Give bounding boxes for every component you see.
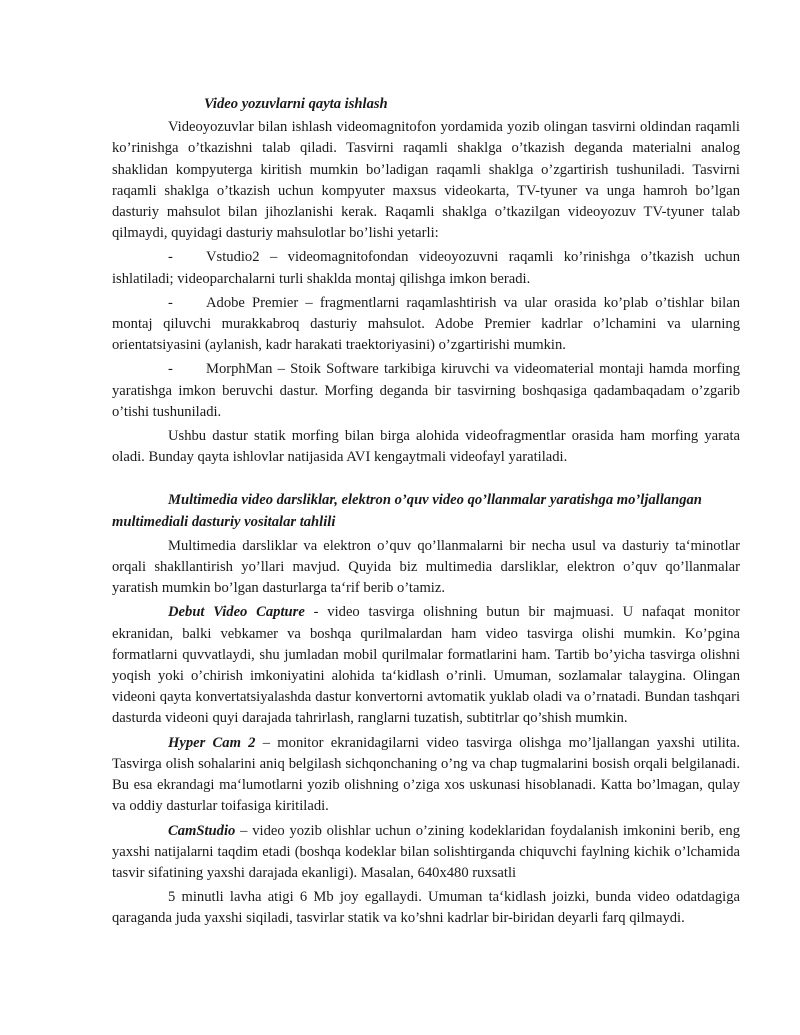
- list-item-text: MorphMan – Stoik Software tarkibiga kiruvchi va videomaterial montaji hamda morfing yaratishga imkon beruvchi dastur. Morfing deganda bir tasvirning boshqasiga qadambaqadam o’zgarib o’tishi tushuniladi.: [112, 361, 740, 420]
- program-description: - video tasvirga olishning butun bir majmuasi. U nafaqat monitor ekranidan, balki vebkamer va boshqa qurilmalardan ham video tasvirga olishi mumkin. Ko’pgina formatlarni quvvatlaydi, shu jumladan mobil qurilmalar formatlarini ham. Tartib bo’yicha tasvirga olishni yoqish yoki o’chirish imkoniyatini alohida ta‘kidlash o’rinli. Umuman, sozlamalar talaygina. Olingan videoni qayta konvertatsiyalashda dastur konvertorni avtomatik yuklab oladi va o’rnatadi. Bundan tashqari dasturda videoni quyi darajada tahrirlash, ranglarni tuzatish, subtitrlar qo’shish mumkin.: [112, 604, 740, 727]
- program-description: – video yozib olishlar uchun o’zining kodeklaridan foydalanish imkonini berib, eng yaxshi natijalarni taqdim etadi (boshqa kodeklar bilan solishtirganda chiquvchi faylning kichik o’lchamida tasvir sifatining yaxshi darajada ekanligi). Masalan, 640x480 ruxsatli: [112, 822, 740, 881]
- paragraph-last: 5 minutli lavha atigi 6 Mb joy egallaydi. Umuman ta‘kidlash joizki, bunda video odatdagiga qaraganda juda yaxshi siqiladi, tasvirlar statik va ko’shni kadrlar bir-biridan deyarli farq qilmaydi.: [112, 889, 740, 927]
- paragraph-debut-video-capture: [112, 602, 740, 729]
- dash-marker: -: [168, 249, 173, 266]
- paragraph-hyper-cam: [112, 733, 740, 818]
- list-item: [112, 293, 740, 357]
- list-item: [112, 247, 740, 289]
- program-name: Debut Video Capture: [168, 604, 305, 621]
- section-heading-multimedia-tools: Multimedia video darsliklar, elektron o’quv video qo’llanmalar yaratishga mo’ljallangan multimediali dasturiy vositalar tahlili: [112, 492, 702, 530]
- list-item: [112, 359, 740, 423]
- dash-marker: -: [168, 294, 173, 311]
- program-description: – monitor ekranidagilarni video tasvirga olishga mo’ljallangan yaxshi utilita. Tasvirga olish sohalarini aniq belgilash sichqonchaning o’ng va chap tugmalarini bosish orqali belgilanadi. Bu esa ekrandagi ma‘lumotlarni yozib olishning o’ziga xos uskunasi hisoblanadi. Katta bo’lmagan, qulay va oddiy dasturlar toifasiga kiritiladi.: [112, 734, 740, 815]
- section-heading-video-processing: Video yozuvlarni qayta ishlash: [204, 96, 388, 112]
- dash-marker: -: [168, 361, 173, 378]
- program-name: CamStudio: [168, 822, 236, 839]
- paragraph-intro: Videoyozuvlar bilan ishlash videomagnitofon yordamida yozib olingan tasvirni oldindan raqamli ko’rinishga o’tkazishni talab qiladi. Tasvirni raqamli shaklga o’tkazish deganda materialni analog shaklidan kompyuterga kiritish mumkin bo’ladigan raqamli shaklga o’zgartirish tushuniladi. Tasvirni raqamli shaklga o’tkazish uchun kompyuter maxsus videokarta, TV-tyuner va unga hamroh bo’lgan dasturiy mahsulot bilan jihozlanishi kerak. Raqamli shaklga o’tkazilgan videoyozuv TV-tyuner talab qilmaydi, quyidagi dasturiy mahsulotlar bo’lishi yetarli:: [112, 119, 740, 242]
- paragraph-intro-2: Multimedia darsliklar va elektron o’quv qo’llanmalarni bir necha usul va dasturiy ta‘minotlar orqali shakllantirish yo’llari mavjud. Quyida biz multimedia darsliklar, elektron o’quv qo’llanmalar yaratish mumkin bo’lgan dasturlarga ta‘rif berib o’tamiz.: [112, 537, 740, 597]
- paragraph-camstudio: [112, 821, 740, 885]
- document-page: [112, 94, 740, 930]
- list-item-text: Adobe Premier – fragmentlarni raqamlashtirish va ular orasida ko’plab o’tishlar bilan montaj qiluvchi murakkabroq dasturiy mahsulot. Adobe Premier kadrlar o’lchamini va ularning orientatsiyasini (aylanish, kadr harakati traektoriyasini) o’zgartirishi mumkin.: [112, 294, 740, 354]
- program-name: Hyper Cam 2: [168, 734, 256, 751]
- list-item-text: Vstudio2 – videomagnitofondan videoyozuvni raqamli ko’rinishga o’tkazish uchun ishlatiladi; videoparchalarni turli shaklda montaj qilishga imkon beradi.: [112, 249, 740, 287]
- paragraph-closing: Ushbu dastur statik morfing bilan birga alohida videofragmentlar orasida ham morfing yarata oladi. Bunday qayta ishlovlar natijasida AVI kengaytmali videofayl yaratiladi.: [112, 428, 740, 466]
